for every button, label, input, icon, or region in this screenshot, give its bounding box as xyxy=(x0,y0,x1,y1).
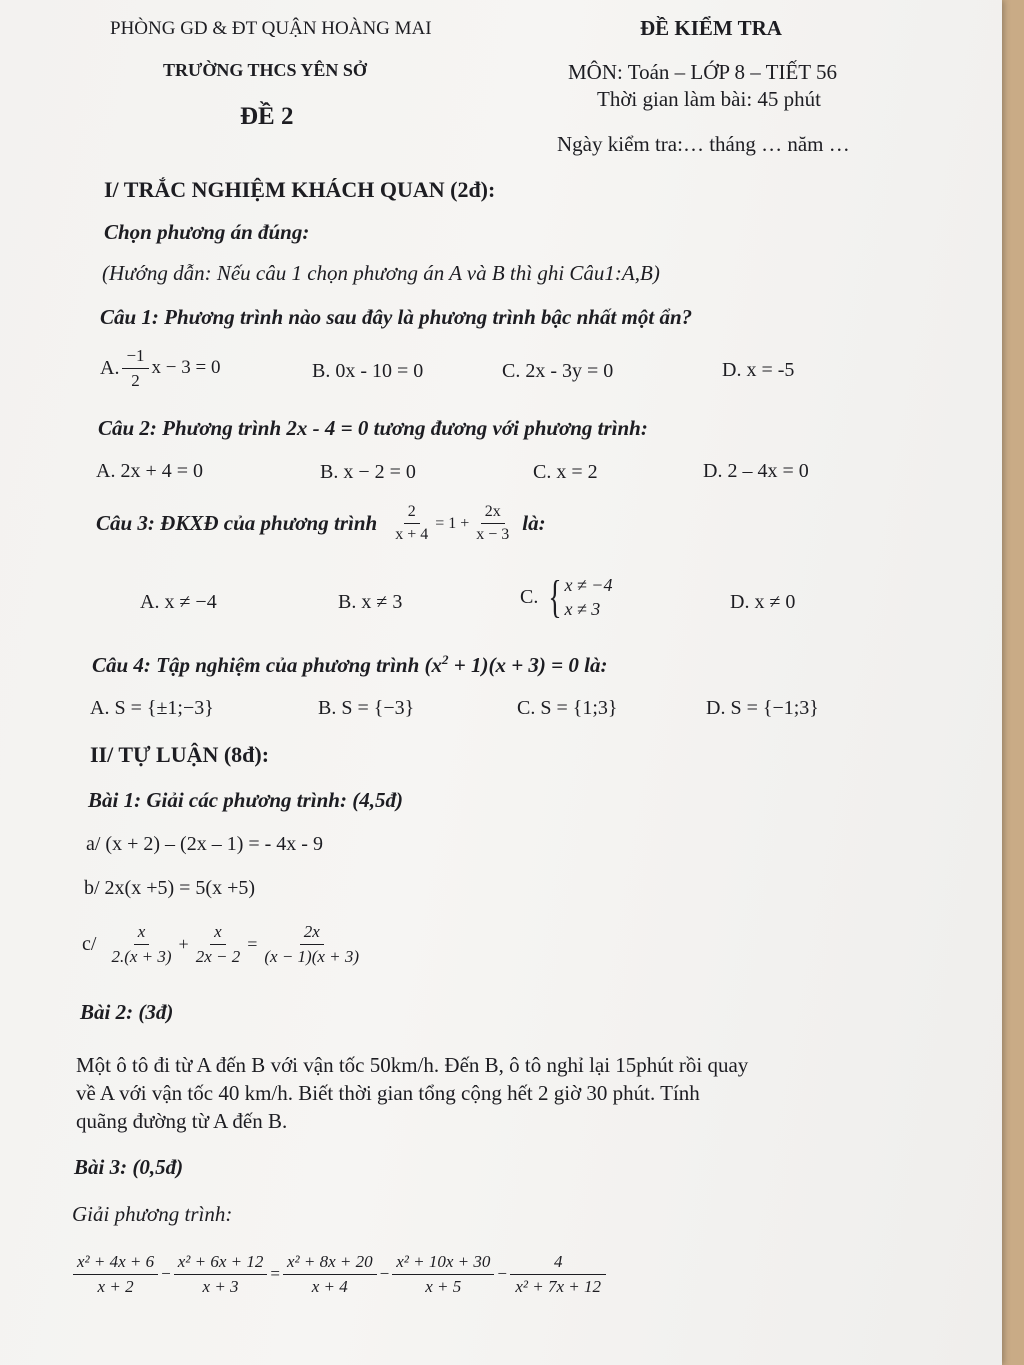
bai2-line-1: Một ô tô đi từ A đến B với vận tốc 50km/h. Đến B, ô tô nghỉ lại 15phút rồi quay xyxy=(76,1053,749,1077)
q3-c-label: C. xyxy=(520,585,539,608)
question-3 xyxy=(96,503,546,545)
bai1-c-label: c/ xyxy=(82,932,97,955)
bai1-c-plus: + xyxy=(178,933,189,954)
bai3-op-3: − xyxy=(379,1264,390,1284)
brace-icon: { xyxy=(548,571,563,623)
time-limit: Thời gian làm bài: 45 phút xyxy=(597,87,821,111)
q3-text: Câu 3: ĐKXĐ của phương trình xyxy=(96,511,378,536)
q1-a-fraction xyxy=(122,346,148,390)
bai2-line-2: về A với vận tốc 40 km/h. Biết thời gian tổng cộng hết 2 giờ 30 phút. Tính xyxy=(76,1081,700,1105)
bai1-c xyxy=(82,922,366,966)
bai1-title: Bài 1: Giải các phương trình: (4,5đ) xyxy=(88,788,403,812)
bai3-op-1: − xyxy=(161,1264,171,1284)
q3-f1-numerator: 2 xyxy=(404,503,420,524)
bai3-f4-den: x + 5 xyxy=(425,1276,462,1296)
department-name: PHÒNG GD & ĐT QUẬN HOÀNG MAI xyxy=(110,18,432,39)
q4-option-d: D. S = {−1;3} xyxy=(706,697,819,719)
bai1-c-fraction-3 xyxy=(260,922,363,966)
bai3-equation xyxy=(70,1252,609,1296)
bai3-instruction: Giải phương trình: xyxy=(72,1202,233,1226)
q1-option-c: C. 2x - 3y = 0 xyxy=(502,360,614,382)
bai3-fraction-2 xyxy=(174,1252,268,1296)
bai1-a: a/ (x + 2) – (2x – 1) = - 4x - 9 xyxy=(86,833,323,855)
q4-text-pre: Câu 4: Tập nghiệm của phương trình (x xyxy=(92,653,443,677)
bai3-op-2: = xyxy=(270,1264,280,1284)
bai3-op-4: − xyxy=(497,1264,507,1284)
q4-superscript: 2 xyxy=(442,652,449,667)
q3-option-d: D. x ≠ 0 xyxy=(730,591,796,613)
bai3-f3-num: x² + 8x + 20 xyxy=(283,1252,377,1275)
bai3-title: Bài 3: (0,5đ) xyxy=(74,1155,184,1179)
bai1-c-fraction-1 xyxy=(107,922,175,966)
q3-f2-denominator: x − 3 xyxy=(476,526,510,544)
q3-option-c xyxy=(520,573,612,622)
bai3-fraction-1 xyxy=(73,1252,158,1296)
q3-end: là: xyxy=(522,511,546,536)
exam-date: Ngày kiểm tra:… tháng … năm … xyxy=(557,132,850,156)
q1-a-rest: x − 3 = 0 xyxy=(151,357,221,379)
bai2-body xyxy=(76,1051,896,1135)
bai3-f1-den: x + 2 xyxy=(97,1276,134,1296)
exam-code: ĐỀ 2 xyxy=(240,103,294,130)
question-2: Câu 2: Phương trình 2x - 4 = 0 tương đương với phương trình: xyxy=(98,416,648,440)
question-1: Câu 1: Phương trình nào sau đây là phương trình bậc nhất một ẩn? xyxy=(100,305,693,329)
subject-line: MÔN: Toán – LỚP 8 – TIẾT 56 xyxy=(568,60,838,84)
part1-guide: (Hướng dẫn: Nếu câu 1 chọn phương án A và B thì ghi Câu1:A,B) xyxy=(102,261,660,285)
q2-option-c: C. x = 2 xyxy=(533,461,598,483)
part2-heading: II/ TỰ LUẬN (8đ): xyxy=(90,742,270,767)
q3-c-line1: x ≠ −4 xyxy=(564,575,613,595)
q4-option-a: A. S = {±1;−3} xyxy=(90,697,214,719)
exam-title: ĐỀ KIỂM TRA xyxy=(640,16,782,40)
q3-option-b: B. x ≠ 3 xyxy=(338,591,403,613)
bai1-c-equals: = xyxy=(247,933,258,954)
bai3-f3-den: x + 4 xyxy=(311,1276,348,1296)
bai1-c-fraction-2 xyxy=(192,922,245,966)
bai3-f5-den: x² + 7x + 12 xyxy=(515,1276,601,1296)
q1-a-denominator: 2 xyxy=(131,370,140,390)
q3-fraction-1 xyxy=(391,503,432,545)
q4-text-post: + 1)(x + 3) = 0 là: xyxy=(448,653,608,677)
q3-f2-numerator: 2x xyxy=(481,503,505,524)
bai1-c-f1-num: x xyxy=(134,922,150,945)
q2-option-a: A. 2x + 4 = 0 xyxy=(96,460,204,482)
q4-option-b: B. S = {−3} xyxy=(318,697,415,719)
q2-option-b: B. x − 2 = 0 xyxy=(320,461,416,483)
bai1-c-f3-num: 2x xyxy=(300,922,324,945)
q1-option-b: B. 0x - 10 = 0 xyxy=(312,360,424,382)
q1-a-label: A. xyxy=(100,356,120,379)
bai1-c-f3-den: (x − 1)(x + 3) xyxy=(264,946,360,966)
bai3-f1-num: x² + 4x + 6 xyxy=(73,1252,158,1275)
q3-c-system xyxy=(544,573,612,622)
question-4 xyxy=(92,652,607,678)
q3-c-line2: x ≠ 3 xyxy=(564,599,601,620)
q2-option-d: D. 2 – 4x = 0 xyxy=(703,460,809,482)
bai2-line-3: quãng đường từ A đến B. xyxy=(76,1109,288,1133)
bai3-f5-num: 4 xyxy=(510,1252,607,1275)
bai3-fraction-4 xyxy=(392,1252,494,1296)
q3-fraction-2 xyxy=(472,503,513,545)
part1-heading: I/ TRẮC NGHIỆM KHÁCH QUAN (2đ): xyxy=(104,177,496,202)
q1-option-a xyxy=(100,346,220,390)
bai3-fraction-3 xyxy=(283,1252,377,1296)
bai3-f4-num: x² + 10x + 30 xyxy=(392,1252,494,1275)
q3-option-a: A. x ≠ −4 xyxy=(140,591,217,613)
bai3-f2-den: x + 3 xyxy=(202,1276,239,1296)
q3-f1-denominator: x + 4 xyxy=(395,526,429,544)
q1-a-numerator: −1 xyxy=(122,346,148,369)
q3-mid: = 1 + xyxy=(435,514,470,532)
school-name: TRƯỜNG THCS YÊN SỞ xyxy=(163,60,367,80)
q1-option-d: D. x = -5 xyxy=(722,359,795,381)
bai1-b: b/ 2x(x +5) = 5(x +5) xyxy=(84,877,256,899)
bai3-fraction-5 xyxy=(510,1252,607,1296)
part1-instruction: Chọn phương án đúng: xyxy=(104,220,310,244)
bai1-c-f1-den: 2.(x + 3) xyxy=(111,946,172,966)
bai1-c-f2-den: 2x − 2 xyxy=(195,946,241,966)
bai1-c-f2-num: x xyxy=(210,922,226,945)
bai3-f2-num: x² + 6x + 12 xyxy=(174,1252,268,1275)
bai2-title: Bài 2: (3đ) xyxy=(80,1000,174,1024)
q4-option-c: C. S = {1;3} xyxy=(517,697,618,719)
